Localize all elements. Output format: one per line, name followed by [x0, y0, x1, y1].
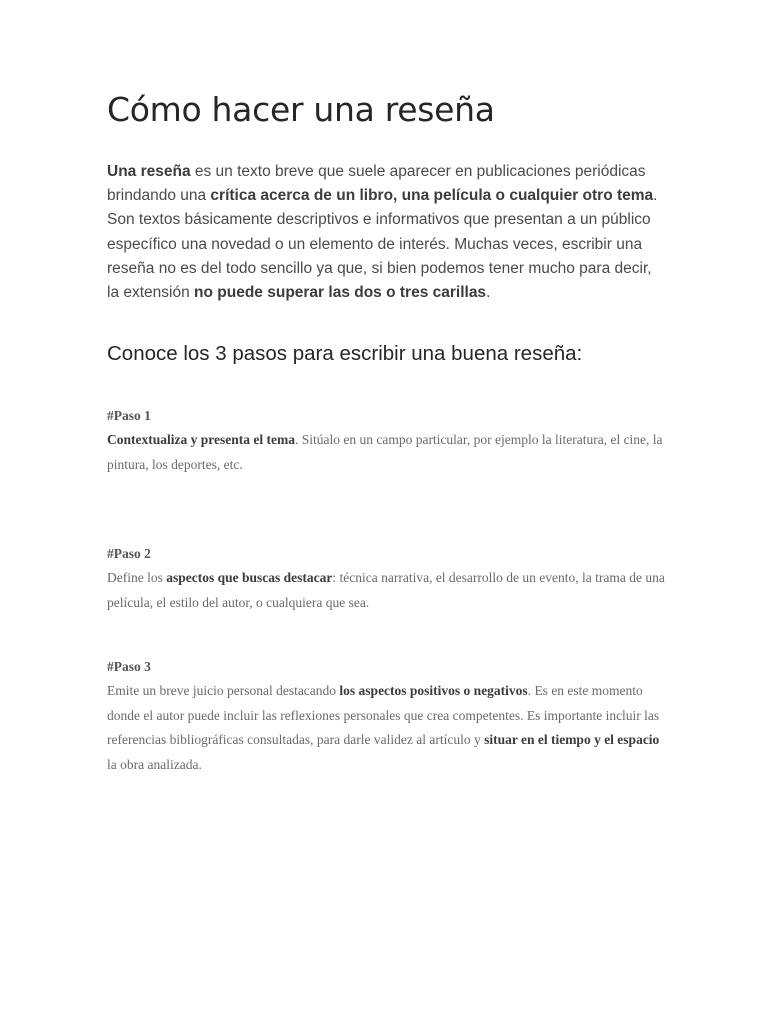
- step-heading: #Paso 1: [107, 408, 151, 423]
- step-paragraph: [107, 428, 667, 477]
- step-bold-text: los aspectos positivos o negativos: [339, 683, 528, 698]
- step-paragraph: [107, 566, 667, 615]
- step-bold-text: aspectos que buscas destacar: [166, 570, 333, 585]
- step-1: [107, 404, 667, 477]
- intro-paragraph: [107, 160, 667, 305]
- step-text: . Sitúalo en un campo particular, por ejemplo la literatura, el cine, la pintura, los deportes, etc.: [107, 432, 663, 472]
- page-title: Cómo hacer una reseña: [107, 90, 495, 129]
- section-subtitle: Conoce los 3 pasos para escribir una buena reseña:: [107, 342, 583, 365]
- step-text: Emite un breve juicio personal destacando: [107, 683, 340, 698]
- step-bold-text: Contextualiza y presenta el tema: [107, 432, 295, 447]
- step-heading: #Paso 3: [107, 659, 151, 674]
- step-text: Define los: [107, 570, 167, 585]
- intro-bold-limit: no puede superar las dos o tres carillas: [194, 284, 487, 302]
- step-text: la obra analizada.: [107, 756, 202, 772]
- intro-text: es un texto breve que suele aparecer en publicaciones periódicas brindando una: [107, 163, 646, 205]
- step-3: [107, 655, 667, 777]
- step-bold-text: situar en el tiempo y el espacio: [484, 732, 660, 747]
- step-text: . Es en este momento donde el autor puede incluir las reflexiones personales que crea competentes. Es importante incluir las referencias bibliográficas consultadas, para darle validez al artículo y: [107, 683, 660, 747]
- step-text: : técnica narrativa, el desarrollo de un evento, la trama de una película, el estilo del autor, o cualquiera que sea.: [107, 570, 665, 610]
- intro-text: .: [486, 284, 491, 302]
- step-heading: #Paso 2: [107, 546, 151, 561]
- intro-text: . Son textos básicamente descriptivos e informativos que presentan a un público específico una novedad o un elemento de interés. Muchas veces, escribir una reseña no es del todo sencillo ya que, si bien podemos tener mucho para decir, la extensión: [107, 187, 658, 302]
- step-paragraph: [107, 679, 667, 777]
- intro-bold-term: Una reseña: [107, 163, 191, 180]
- intro-bold-phrase: crítica acerca de un libro, una película o cualquier otro tema: [210, 187, 654, 205]
- step-2: [107, 542, 667, 615]
